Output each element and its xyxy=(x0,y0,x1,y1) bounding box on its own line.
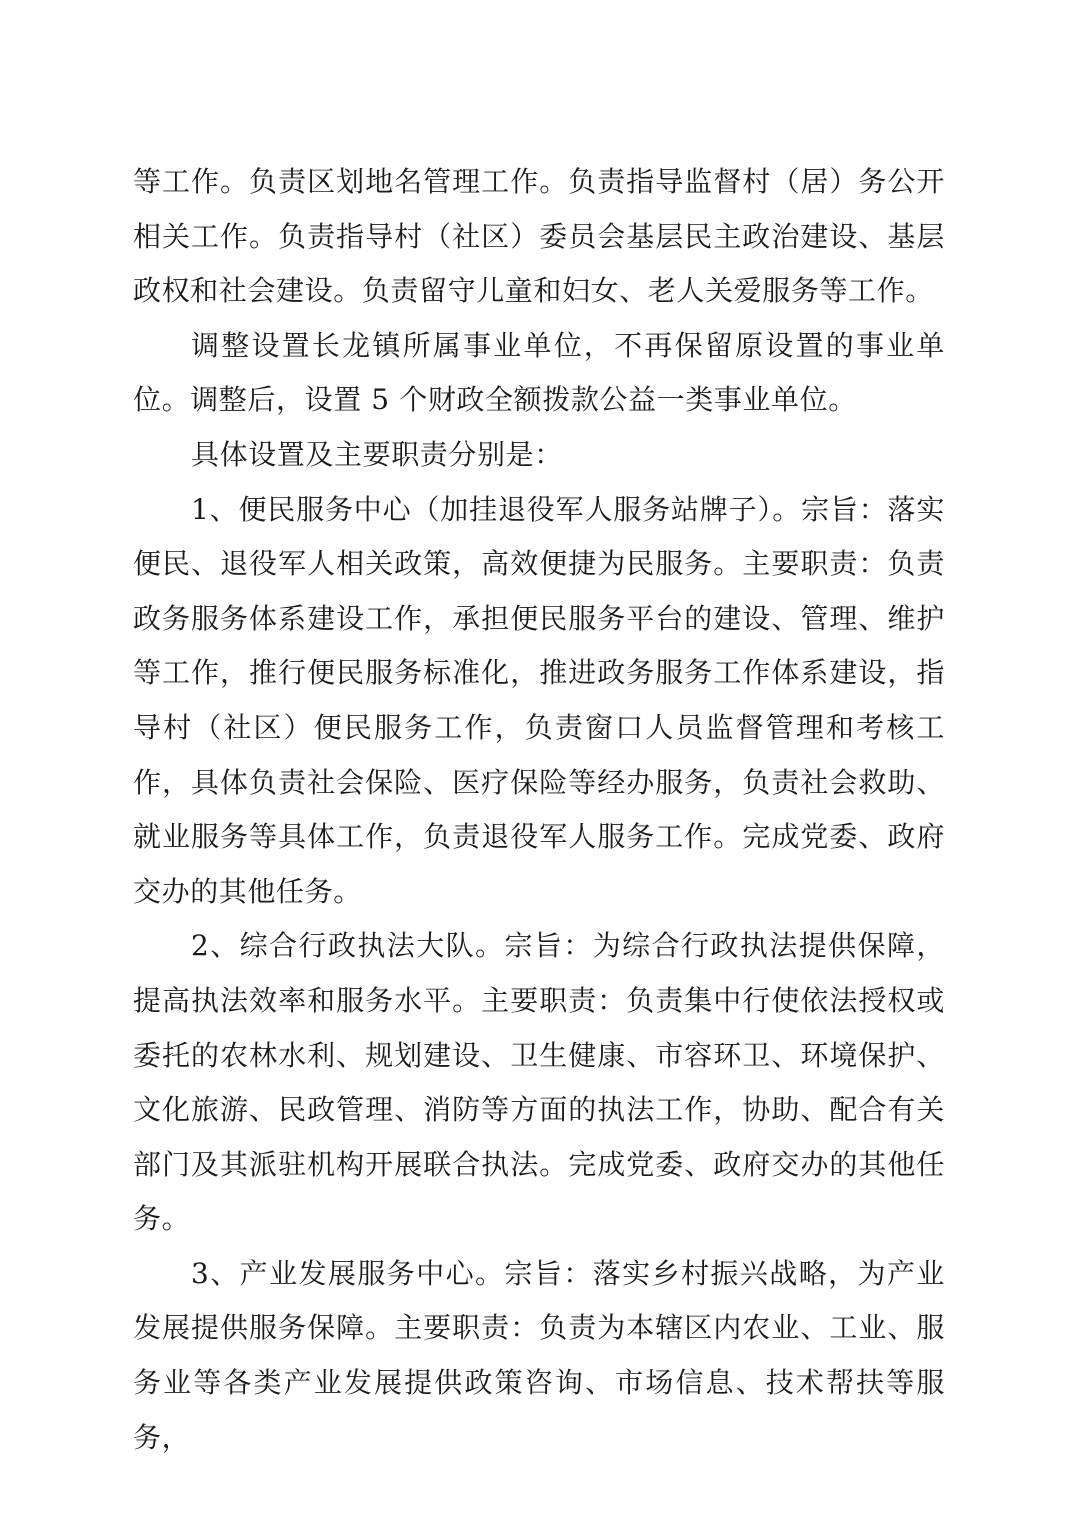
document-body xyxy=(133,155,945,1465)
paragraph-unit-adjustment: 调整设置长龙镇所属事业单位，不再保留原设置的事业单位。调整后，设置 5 个财政全额拨款公益一类事业单位。 xyxy=(133,328,945,417)
paragraph-item-3: 3、产业发展服务中心。宗旨：落实乡村振兴战略，为产业发展提供服务保障。主要职责：负责为本辖区内农业、工业、服务业等各类产业发展提供政策咨询、市场信息、技术帮扶等服务， xyxy=(133,1256,945,1454)
paragraph-item-2: 2、综合行政执法大队。宗旨：为综合行政执法提供保障，提高执法效率和服务水平。主要职责：负责集中行使依法授权或委托的农林水利、规划建设、卫生健康、市容环卫、环境保护、文化旅游、民政管理、消防等方面的执法工作，协助、配合有关部门及其派驻机构开展联合执法。完成党委、政府交办的其他任务。 xyxy=(133,929,945,1236)
paragraph-continuation: 等工作。负责区划地名管理工作。负责指导监督村（居）务公开相关工作。负责指导村（社区）委员会基层民主政治建设、基层政权和社会建设。负责留守儿童和妇女、老人关爱服务等工作。 xyxy=(133,165,945,308)
paragraph-setup-intro: 具体设置及主要职责分别是： xyxy=(191,437,563,471)
paragraph-item-1: 1、便民服务中心（加挂退役军人服务站牌子）。宗旨：落实便民、退役军人相关政策，高效便捷为民服务。主要职责：负责政务服务体系建设工作，承担便民服务平台的建设、管理、维护等工作，推行便民服务标准化，推进政务服务工作体系建设，指导村（社区）便民服务工作，负责窗口人员监督管理和考核工作，具体负责社会保险、医疗保险等经办服务，负责社会救助、就业服务等具体工作，负责退役军人服务工作。完成党委、政府交办的其他任务。 xyxy=(133,492,945,908)
